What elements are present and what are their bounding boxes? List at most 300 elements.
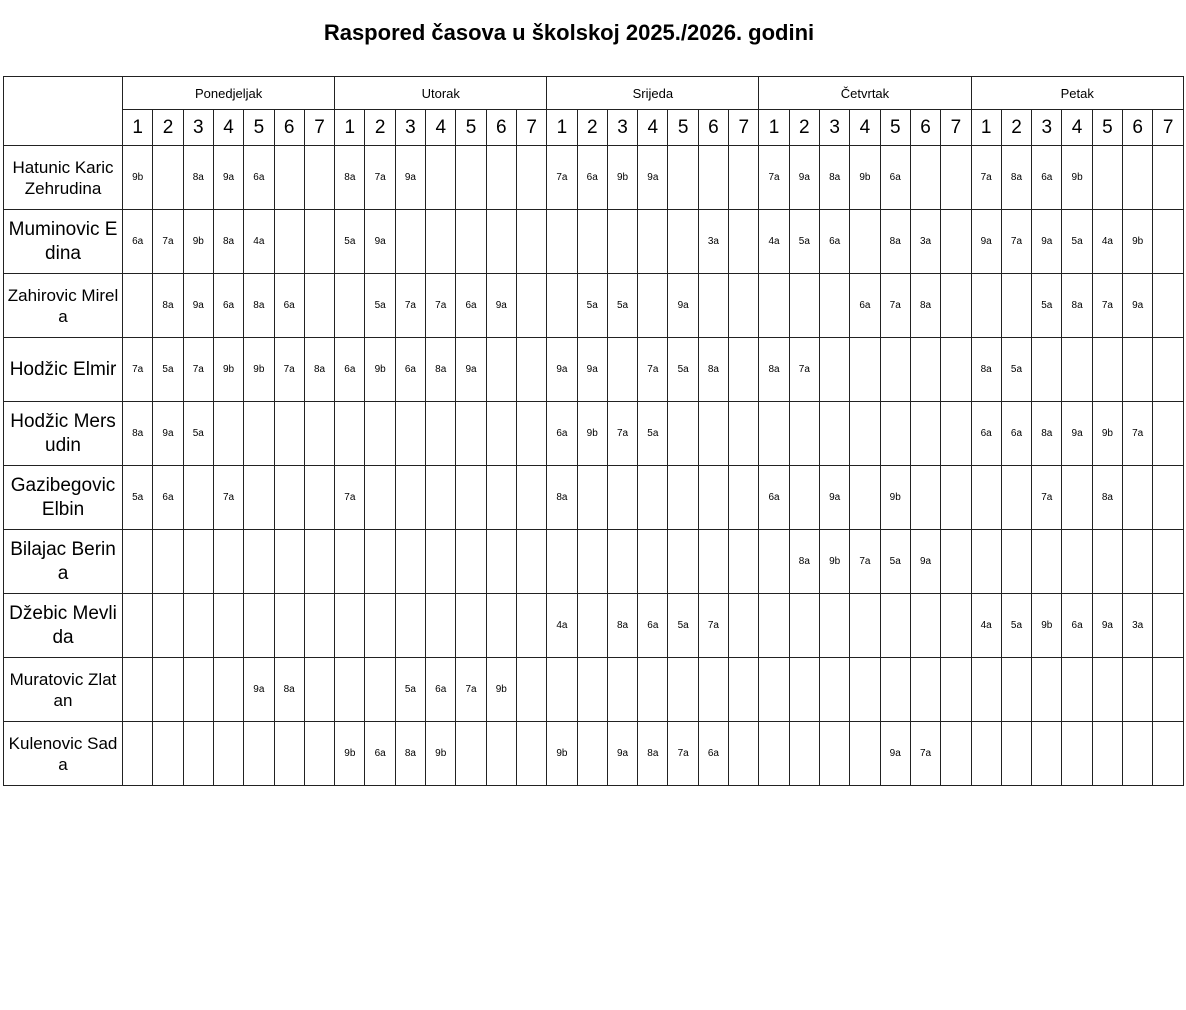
lesson-cell [153,658,183,722]
lesson-cell: 9a [456,338,486,402]
lesson-cell [1123,466,1153,530]
lesson-cell [274,466,304,530]
lesson-cell: 4a [1092,210,1122,274]
lesson-cell: 7a [365,146,395,210]
lesson-cell [1092,530,1122,594]
lesson-cell: 8a [1001,146,1031,210]
lesson-cell [941,210,971,274]
period-header: 4 [426,110,456,146]
lesson-cell [941,338,971,402]
teacher-name: Džebic Mevlida [4,594,123,658]
lesson-cell [486,402,516,466]
lesson-cell [638,530,668,594]
teacher-row [4,146,1184,210]
lesson-cell: 9a [183,274,213,338]
lesson-cell: 4a [759,210,789,274]
lesson-cell [304,274,334,338]
period-header: 3 [819,110,849,146]
lesson-cell: 8a [819,146,849,210]
lesson-cell [1001,722,1031,786]
lesson-cell [213,402,243,466]
lesson-cell: 9a [395,146,425,210]
lesson-cell: 3a [1123,594,1153,658]
lesson-cell [729,338,759,402]
day-header: Utorak [335,77,547,110]
lesson-cell [365,402,395,466]
teacher-row [4,722,1184,786]
lesson-cell: 9a [577,338,607,402]
lesson-cell [1153,722,1184,786]
lesson-cell [426,210,456,274]
period-header: 6 [910,110,940,146]
lesson-cell: 9b [213,338,243,402]
period-header: 5 [244,110,274,146]
lesson-cell [607,658,637,722]
lesson-cell [698,658,728,722]
period-header: 1 [971,110,1001,146]
lesson-cell [426,530,456,594]
lesson-cell [183,722,213,786]
lesson-cell: 9b [123,146,153,210]
lesson-cell [456,146,486,210]
lesson-cell: 9b [819,530,849,594]
lesson-cell: 6a [335,338,365,402]
lesson-cell [850,722,880,786]
lesson-cell [304,146,334,210]
lesson-cell: 8a [213,210,243,274]
teacher-row [4,530,1184,594]
lesson-cell: 9b [1062,146,1092,210]
lesson-cell: 7a [426,274,456,338]
lesson-cell [1001,658,1031,722]
lesson-cell [850,402,880,466]
lesson-cell [819,274,849,338]
lesson-cell [577,210,607,274]
lesson-cell: 7a [668,722,698,786]
lesson-cell [698,146,728,210]
day-header-row [4,77,1184,110]
lesson-cell [274,594,304,658]
lesson-cell [516,530,546,594]
lesson-cell [789,402,819,466]
lesson-cell [1153,210,1184,274]
lesson-cell [607,466,637,530]
lesson-cell: 6a [1001,402,1031,466]
lesson-cell [607,530,637,594]
lesson-cell [668,402,698,466]
lesson-cell: 8a [426,338,456,402]
lesson-cell [819,722,849,786]
lesson-cell: 8a [547,466,577,530]
lesson-cell [729,594,759,658]
lesson-cell [668,210,698,274]
lesson-cell [789,658,819,722]
period-header: 4 [638,110,668,146]
lesson-cell: 5a [335,210,365,274]
teacher-name: Bilajac Berina [4,530,123,594]
lesson-cell: 6a [880,146,910,210]
lesson-cell: 5a [1001,594,1031,658]
lesson-cell [941,402,971,466]
lesson-cell [1153,146,1184,210]
lesson-cell [123,722,153,786]
lesson-cell: 8a [607,594,637,658]
lesson-cell [1001,274,1031,338]
lesson-cell: 7a [1001,210,1031,274]
lesson-cell: 6a [426,658,456,722]
lesson-cell [213,658,243,722]
lesson-cell [335,402,365,466]
teacher-name: Kulenovic Sada [4,722,123,786]
lesson-cell [941,722,971,786]
lesson-cell: 8a [698,338,728,402]
lesson-cell: 7a [759,146,789,210]
lesson-cell [304,210,334,274]
lesson-cell [153,146,183,210]
lesson-cell: 3a [698,210,728,274]
period-header: 6 [698,110,728,146]
period-header: 7 [729,110,759,146]
lesson-cell [607,338,637,402]
lesson-cell [1001,530,1031,594]
lesson-cell [335,594,365,658]
lesson-cell [698,466,728,530]
lesson-cell [123,658,153,722]
lesson-cell [244,530,274,594]
lesson-cell: 5a [668,338,698,402]
lesson-cell [819,658,849,722]
lesson-cell [729,722,759,786]
lesson-cell [274,722,304,786]
lesson-cell [516,146,546,210]
period-header: 1 [335,110,365,146]
lesson-cell: 7a [1123,402,1153,466]
lesson-cell: 9b [577,402,607,466]
teacher-row [4,402,1184,466]
lesson-cell [1092,146,1122,210]
lesson-cell [971,530,1001,594]
lesson-cell [274,210,304,274]
lesson-cell [941,658,971,722]
teacher-name: Zahirovic Mirela [4,274,123,338]
lesson-cell [1092,338,1122,402]
lesson-cell: 5a [153,338,183,402]
lesson-cell: 5a [395,658,425,722]
lesson-cell: 9b [880,466,910,530]
lesson-cell: 7a [910,722,940,786]
lesson-cell [304,402,334,466]
lesson-cell: 7a [850,530,880,594]
lesson-cell [183,594,213,658]
lesson-cell: 7a [395,274,425,338]
lesson-cell: 6a [971,402,1001,466]
lesson-cell [486,210,516,274]
period-header: 4 [213,110,243,146]
lesson-cell: 9a [668,274,698,338]
lesson-cell: 9a [607,722,637,786]
lesson-cell [759,402,789,466]
lesson-cell [941,146,971,210]
lesson-cell: 9b [1123,210,1153,274]
lesson-cell [1153,658,1184,722]
lesson-cell [850,338,880,402]
lesson-cell: 5a [123,466,153,530]
lesson-cell [304,722,334,786]
lesson-cell [759,530,789,594]
lesson-cell [729,530,759,594]
lesson-cell: 9b [244,338,274,402]
lesson-cell [880,594,910,658]
lesson-cell: 8a [153,274,183,338]
lesson-cell: 7a [607,402,637,466]
period-header: 4 [1062,110,1092,146]
lesson-cell: 8a [638,722,668,786]
lesson-cell [1062,466,1092,530]
lesson-cell: 9a [638,146,668,210]
lesson-cell: 6a [244,146,274,210]
lesson-cell [547,274,577,338]
teacher-row [4,466,1184,530]
lesson-cell [971,658,1001,722]
day-header: Petak [971,77,1183,110]
lesson-cell: 8a [1092,466,1122,530]
lesson-cell: 5a [1062,210,1092,274]
lesson-cell [516,402,546,466]
lesson-cell: 8a [880,210,910,274]
lesson-cell [456,530,486,594]
lesson-cell [910,594,940,658]
lesson-cell: 9b [1032,594,1062,658]
lesson-cell [516,210,546,274]
lesson-cell [456,466,486,530]
lesson-cell [1062,338,1092,402]
lesson-cell: 5a [638,402,668,466]
lesson-cell: 9b [426,722,456,786]
lesson-cell: 7a [123,338,153,402]
lesson-cell [577,594,607,658]
period-header: 2 [577,110,607,146]
teacher-row [4,658,1184,722]
lesson-cell [941,594,971,658]
lesson-cell [213,530,243,594]
lesson-cell: 8a [759,338,789,402]
lesson-cell [759,594,789,658]
period-header: 2 [365,110,395,146]
lesson-cell: 9a [819,466,849,530]
lesson-cell [577,466,607,530]
lesson-cell [729,146,759,210]
lesson-cell: 6a [213,274,243,338]
lesson-cell: 8a [244,274,274,338]
lesson-cell: 5a [365,274,395,338]
lesson-cell [1153,466,1184,530]
lesson-cell [638,466,668,530]
lesson-cell: 5a [577,274,607,338]
lesson-cell [819,402,849,466]
lesson-cell [213,594,243,658]
lesson-cell [183,658,213,722]
lesson-cell [365,466,395,530]
lesson-cell [486,530,516,594]
lesson-cell: 9b [486,658,516,722]
lesson-cell [729,402,759,466]
lesson-cell [971,722,1001,786]
lesson-cell [577,530,607,594]
lesson-cell: 6a [153,466,183,530]
lesson-cell [395,402,425,466]
lesson-cell: 9a [547,338,577,402]
lesson-cell [1032,722,1062,786]
lesson-cell [1062,658,1092,722]
lesson-cell: 7a [183,338,213,402]
period-header: 1 [759,110,789,146]
lesson-cell [638,658,668,722]
period-header: 5 [668,110,698,146]
lesson-cell [668,530,698,594]
lesson-cell [759,274,789,338]
lesson-cell [971,274,1001,338]
lesson-cell [183,530,213,594]
lesson-cell: 6a [759,466,789,530]
lesson-cell: 7a [971,146,1001,210]
lesson-cell: 6a [456,274,486,338]
lesson-cell: 7a [547,146,577,210]
lesson-cell [1153,274,1184,338]
lesson-cell [607,210,637,274]
lesson-cell: 9a [971,210,1001,274]
lesson-cell [698,402,728,466]
lesson-cell [274,530,304,594]
lesson-cell: 5a [668,594,698,658]
lesson-cell [486,594,516,658]
lesson-cell [304,594,334,658]
lesson-cell [365,594,395,658]
lesson-cell: 9a [1062,402,1092,466]
lesson-cell [335,274,365,338]
teacher-name: Gazibegovic Elbin [4,466,123,530]
lesson-cell [850,594,880,658]
lesson-cell [365,530,395,594]
period-header: 5 [456,110,486,146]
lesson-cell [880,658,910,722]
lesson-cell: 9a [1123,274,1153,338]
lesson-cell: 9b [607,146,637,210]
lesson-cell [577,722,607,786]
period-header: 2 [153,110,183,146]
lesson-cell [395,210,425,274]
lesson-cell [759,722,789,786]
period-header: 1 [547,110,577,146]
teacher-name: Hodžic Mersudin [4,402,123,466]
lesson-cell: 7a [698,594,728,658]
lesson-cell [1153,402,1184,466]
lesson-cell: 6a [274,274,304,338]
lesson-cell: 9a [365,210,395,274]
teacher-row [4,274,1184,338]
lesson-cell [910,338,940,402]
lesson-cell: 6a [577,146,607,210]
lesson-cell: 3a [910,210,940,274]
lesson-cell: 8a [1032,402,1062,466]
lesson-cell [335,658,365,722]
lesson-cell: 8a [971,338,1001,402]
lesson-cell [819,338,849,402]
period-header-row [4,110,1184,146]
lesson-cell: 8a [335,146,365,210]
lesson-cell [668,466,698,530]
lesson-cell [123,530,153,594]
lesson-cell [759,658,789,722]
lesson-cell [395,466,425,530]
lesson-cell [1123,658,1153,722]
lesson-cell [426,594,456,658]
lesson-cell: 7a [274,338,304,402]
lesson-cell [395,594,425,658]
period-header: 2 [789,110,819,146]
teacher-name: Hodžic Elmir [4,338,123,402]
lesson-cell [1092,722,1122,786]
lesson-cell [516,338,546,402]
lesson-cell [1032,530,1062,594]
lesson-cell: 8a [789,530,819,594]
lesson-cell: 8a [395,722,425,786]
schedule-table [3,76,1184,786]
lesson-cell: 7a [880,274,910,338]
period-header: 5 [1092,110,1122,146]
teacher-name: Muratovic Zlatan [4,658,123,722]
corner-cell [4,77,123,146]
lesson-cell [941,466,971,530]
period-header: 1 [123,110,153,146]
lesson-cell [1153,594,1184,658]
period-header: 6 [486,110,516,146]
lesson-cell: 9a [486,274,516,338]
lesson-cell: 7a [335,466,365,530]
lesson-cell [819,594,849,658]
lesson-cell [244,594,274,658]
lesson-cell: 5a [183,402,213,466]
lesson-cell [910,658,940,722]
lesson-cell [668,146,698,210]
lesson-cell: 7a [213,466,243,530]
lesson-cell [880,338,910,402]
lesson-cell [304,466,334,530]
lesson-cell: 8a [183,146,213,210]
lesson-cell: 9b [183,210,213,274]
period-header: 6 [1123,110,1153,146]
lesson-cell: 9a [213,146,243,210]
lesson-cell [153,594,183,658]
lesson-cell [395,530,425,594]
lesson-cell [456,722,486,786]
lesson-cell: 6a [395,338,425,402]
lesson-cell [456,210,486,274]
lesson-cell [516,722,546,786]
lesson-cell [729,466,759,530]
lesson-cell [1062,722,1092,786]
lesson-cell [789,594,819,658]
lesson-cell [910,146,940,210]
teacher-row [4,210,1184,274]
period-header: 7 [1153,110,1184,146]
lesson-cell [1032,338,1062,402]
lesson-cell [1153,338,1184,402]
period-header: 3 [607,110,637,146]
lesson-cell [729,658,759,722]
lesson-cell: 8a [910,274,940,338]
period-header: 3 [1032,110,1062,146]
lesson-cell: 8a [123,402,153,466]
